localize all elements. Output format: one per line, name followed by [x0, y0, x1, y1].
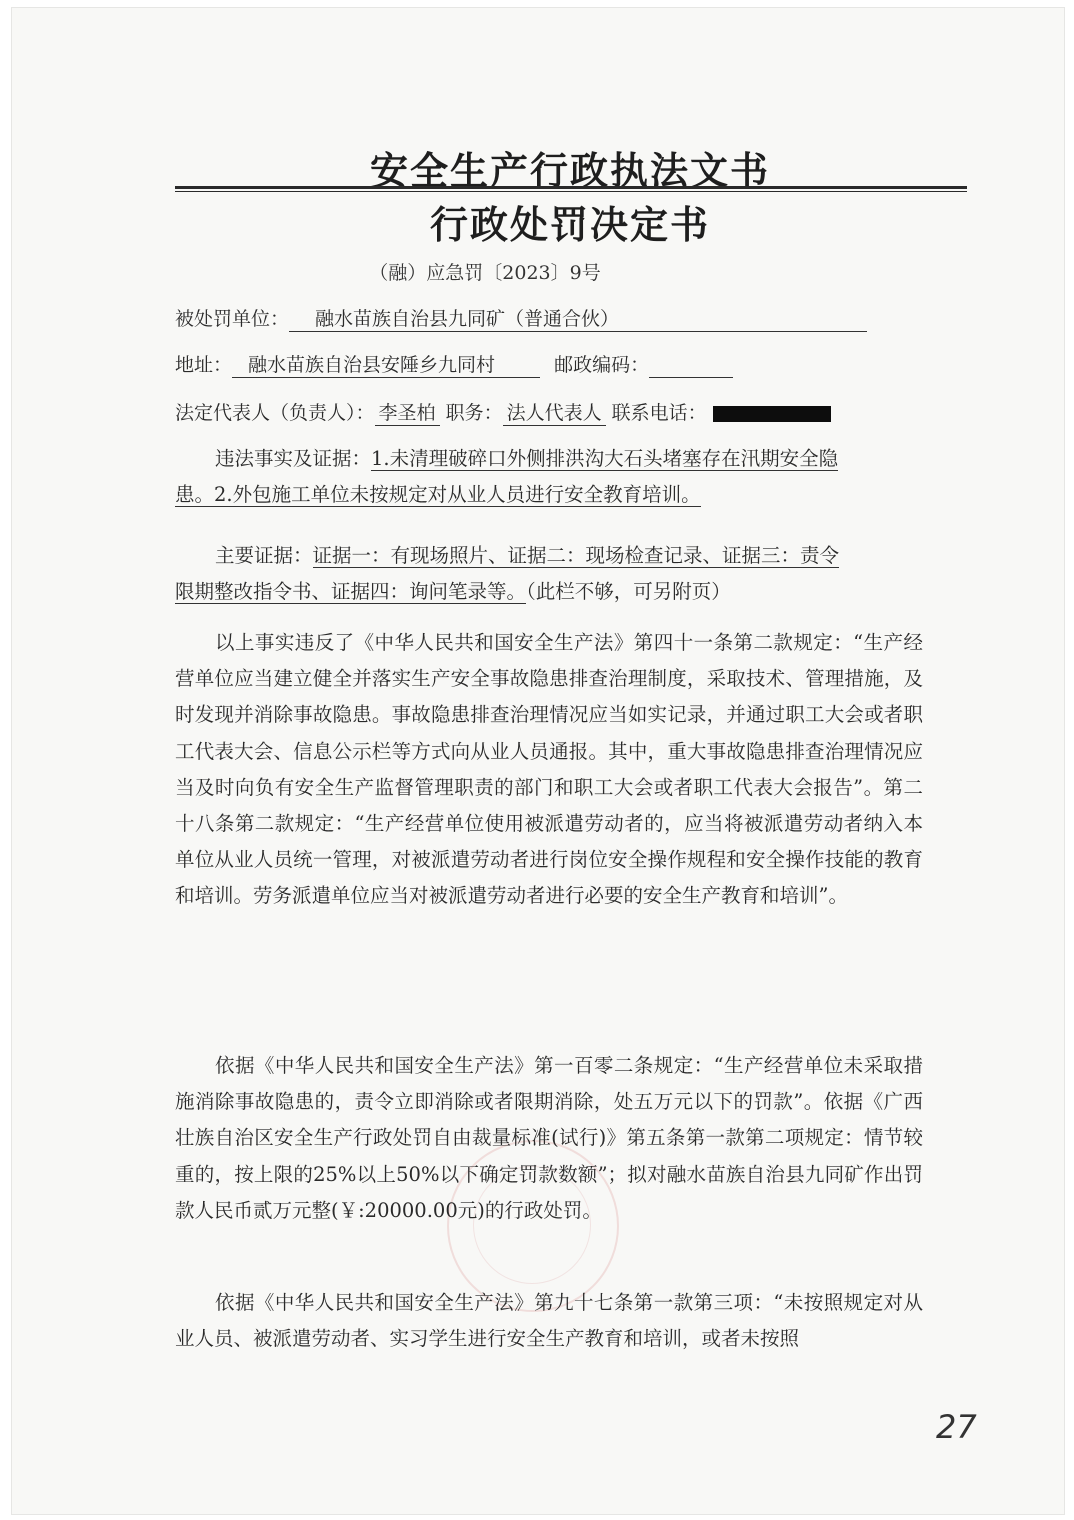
punished-unit-label: 被处罚单位：	[175, 308, 290, 330]
main-evidence-label: 主要证据：	[215, 544, 313, 567]
violation-facts-line2: 患。2.外包施工单位未按规定对从业人员进行安全教育培训。	[175, 483, 701, 507]
legal-rep-value: 李圣柏	[375, 398, 440, 426]
paragraph-penalty-basis: 依据《中华人民共和国安全生产法》第一百零二条规定：“生产经营单位未采取措施消除事故隐患的，责令立即消除或者限期消除，处五万元以下的罚款”。依据《广西壮族自治区安全生产行政处罚自由裁量标准(试行)》第五条第一款第二项规定：情节较重的，按上限的25%以上50%以下确定罚款数额”；拟对融水苗族自治县九同矿作出罚款人民币贰万元整(￥:20000.00元)的行政处罚。	[175, 1054, 923, 1222]
phone-redacted-block	[713, 406, 831, 422]
postcode-value	[649, 357, 733, 378]
paragraph-legal-violation: 以上事实违反了《中华人民共和国安全生产法》第四十一条第二款规定：“生产经营单位应当建立健全并落实生产安全事故隐患排查治理制度，采取技术、管理措施，及时发现并消除事故隐患。事故隐患排查治理情况应当如实记录，并通过职工大会或者职工代表大会、信息公示栏等方式向从业人员通报。其中，重大事故隐患排查治理情况应当及时向负有安全生产监督管理职责的部门和职工大会或者职工代表大会报告”。第二十八条第二款规定：“生产经营单位使用被派遣劳动者的，应当将被派遣劳动者纳入本单位从业人员统一管理，对被派遣劳动者进行岗位安全操作规程和安全操作技能的教育和培训。劳务派遣单位应当对被派遣劳动者进行必要的安全生产教育和培训”。	[175, 631, 923, 908]
violation-facts-label: 违法事实及证据：	[215, 447, 372, 470]
punished-unit-value: 融水苗族自治县九同矿（普通合伙）	[289, 304, 867, 332]
title-rule-thin	[175, 191, 967, 192]
violation-facts-line1: 1.未清理破碎口外侧排洪沟大石头堵塞存在汛期安全隐	[371, 447, 839, 470]
punished-unit-row	[175, 304, 867, 332]
postcode-label: 邮政编码：	[554, 354, 650, 376]
position-value: 法人代表人	[503, 398, 606, 426]
legal-rep-label: 法定代表人（负责人）：	[175, 402, 375, 424]
handwritten-page-number: 27	[936, 1408, 977, 1446]
document-title-line2: 行政处罚决定书	[429, 202, 710, 247]
phone-label: 联系电话：	[611, 402, 707, 424]
document-title-line1: 安全生产行政执法文书	[369, 148, 770, 193]
document-page	[12, 8, 1064, 1514]
document-number: （融）应急罚〔2023〕9号	[369, 262, 601, 284]
legal-rep-row	[175, 398, 831, 426]
address-row	[175, 350, 733, 378]
title-rule-thick	[175, 186, 967, 189]
main-evidence	[175, 538, 923, 610]
main-evidence-line1: 证据一：有现场照片、证据二：现场检查记录、证据三：责令	[312, 544, 840, 567]
main-evidence-note: （此栏不够，可另附页）	[526, 580, 731, 604]
main-evidence-line2: 限期整改指令书、证据四：询问笔录等。	[175, 580, 527, 604]
address-value: 融水苗族自治县安陲乡九同村	[232, 350, 540, 378]
paragraph-second-basis: 依据《中华人民共和国安全生产法》第九十七条第一款第三项：“未按照规定对从业人员、被派遣劳动者、实习学生进行安全生产教育和培训，或者未按照	[175, 1291, 923, 1351]
violation-facts	[175, 441, 923, 513]
position-label: 职务：	[445, 402, 503, 424]
address-label: 地址：	[175, 354, 233, 376]
